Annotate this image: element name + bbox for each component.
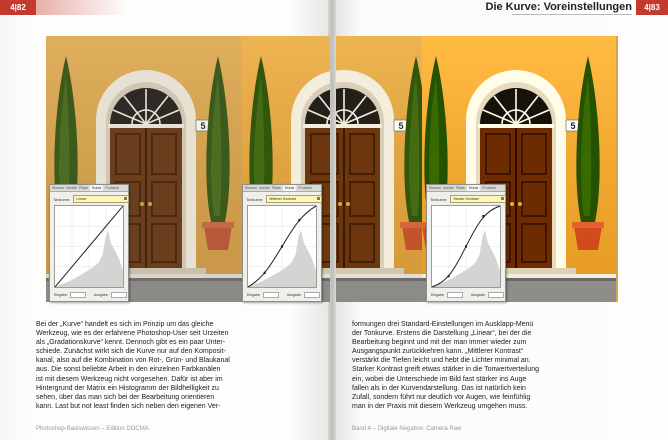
input-field-label: Eingabe: [247,292,279,298]
page-number-right: 4|83 [636,0,668,15]
text-line: formungen drei Standard-Einstellungen im Ausklapp-Menü [352,321,534,328]
footer-right: Band 4 – Digitale Negative: Camera Raw [352,426,462,432]
text-line: ein, wobei die Unterschiede im Bild fast stärker ins Auge [352,375,527,383]
chapter-rule [512,14,632,15]
preset-label: Tonkurve: [246,196,264,202]
text-line: man in der Praxis mit diesem Werkzeug umgehen muss. [352,402,528,410]
preset-select[interactable]: Starker Kontrast [450,195,506,203]
body-text-right [352,320,614,411]
dialog-tabs [50,185,128,192]
dialog-tabs [243,185,321,192]
dialog-footer [247,292,320,298]
page-number-left: 4|82 [0,0,36,15]
preset-row [246,195,322,203]
preset-label: Tonkurve: [430,196,448,202]
preset-row [430,195,506,203]
dialog-footer [54,292,127,298]
tab-kanaele[interactable]: Kanäle [443,186,454,190]
text-line: ist mit diesem Werkzeug nicht vorgesehen. Dafür ist aber im [36,375,223,383]
text-line: aus. Die sonst beliebte Arbeit in den einzelnen Farbkanälen [36,366,221,374]
chapter-title: Die Kurve: Voreinstellungen [485,1,632,13]
curve-graph[interactable] [247,205,317,288]
tab-pfade[interactable]: Pfade [455,186,466,190]
preset-select[interactable]: Linear [73,195,129,203]
preset-row [53,195,129,203]
output-field-label: Ausgabe: [94,292,127,298]
preset-label: Tonkurve: [53,196,71,202]
text-line: Bearbeitung beginnt und mit der man immer wieder zum [352,339,527,347]
photo-medium-contrast-right-half [336,36,422,302]
body-text-left [36,320,288,411]
tab-ebenen[interactable]: Ebenen [245,186,258,190]
tab-ebenen[interactable]: Ebenen [429,186,442,190]
input-field-label: Eingabe: [431,292,463,298]
tab-kurve[interactable]: Kurve [469,186,479,190]
text-line: fallen als in der Kurvendarstellung. Das ist natürlich kein [352,384,526,392]
curve-dialog-medium-contrast [242,184,322,302]
curve-graph[interactable] [431,205,501,288]
tab-kurve[interactable]: Kurve [285,186,295,190]
preset-select[interactable]: Mittlerer Kontrast [266,195,322,203]
output-field-label: Ausgabe: [471,292,504,298]
text-line: Zufall, sondern führt nur deutlich vor Augen, wie feinfühlig [352,393,531,401]
tab-ebenen[interactable]: Ebenen [52,186,65,190]
text-line: als „Gradationskurve“ kennt. Dennoch gibt es ein paar Unter- [36,339,226,347]
output-field-label: Ausgabe: [287,292,320,298]
curve-graph[interactable] [54,205,124,288]
text-line: der Tonkurve. Erstens die Darstellung „Linear“, bei der die [352,330,532,338]
tab-kanaele[interactable]: Kanäle [259,186,270,190]
text-line: schiede. Zunächst wirkt sich die Kurve nur auf den Komposit- [36,348,226,356]
text-line: Ausgangspunkt zurückkehren kann. „Mittlerer Kontrast“ [352,348,524,356]
dialog-tabs [427,185,505,192]
tab-pfade[interactable]: Pfade [78,186,89,190]
header-fade-left [36,0,126,15]
curve-dialog-strong-contrast [426,184,506,302]
tab-pfade[interactable]: Pfade [271,186,282,190]
text-line: Hintergrund der Matrix ein Histogramm der Bildhelligkeit zu [36,384,219,392]
tab-protokoll[interactable]: Protokoll [105,186,119,190]
tab-protokoll[interactable]: Protokoll [482,186,496,190]
text-line: Starker Kontrast greift etwas stärker in die Tonwertverteilung [352,366,540,374]
text-line: verstärkt die Tiefen leicht und hebt die Lichter minimal an. [352,357,531,365]
tab-protokoll[interactable]: Protokoll [298,186,312,190]
text-line: sehen, über das man sich bei der Bearbeitung orientieren [36,393,215,401]
tab-kanaele[interactable]: Kanäle [66,186,77,190]
curve-dialog-linear [49,184,129,302]
input-field-label: Eingabe: [54,292,86,298]
text-line: Werkzeug, wie es der erfahrene Photoshop-User seit Urzeiten [36,330,229,338]
footer-left: Photoshop-Basiswissen – Edition DOCMA [36,426,149,432]
text-line: Bei der „Kurve“ handelt es sich im Prinzip um das gleiche [36,321,214,328]
dialog-footer [431,292,504,298]
text-line: kann. Last but not least finden sich neben den eigenen Ver- [36,402,221,410]
tab-kurve[interactable]: Kurve [92,186,102,190]
text-line: kanal, also auf die Kombination von Rot-, Grün- und Blaukanal [36,357,230,365]
